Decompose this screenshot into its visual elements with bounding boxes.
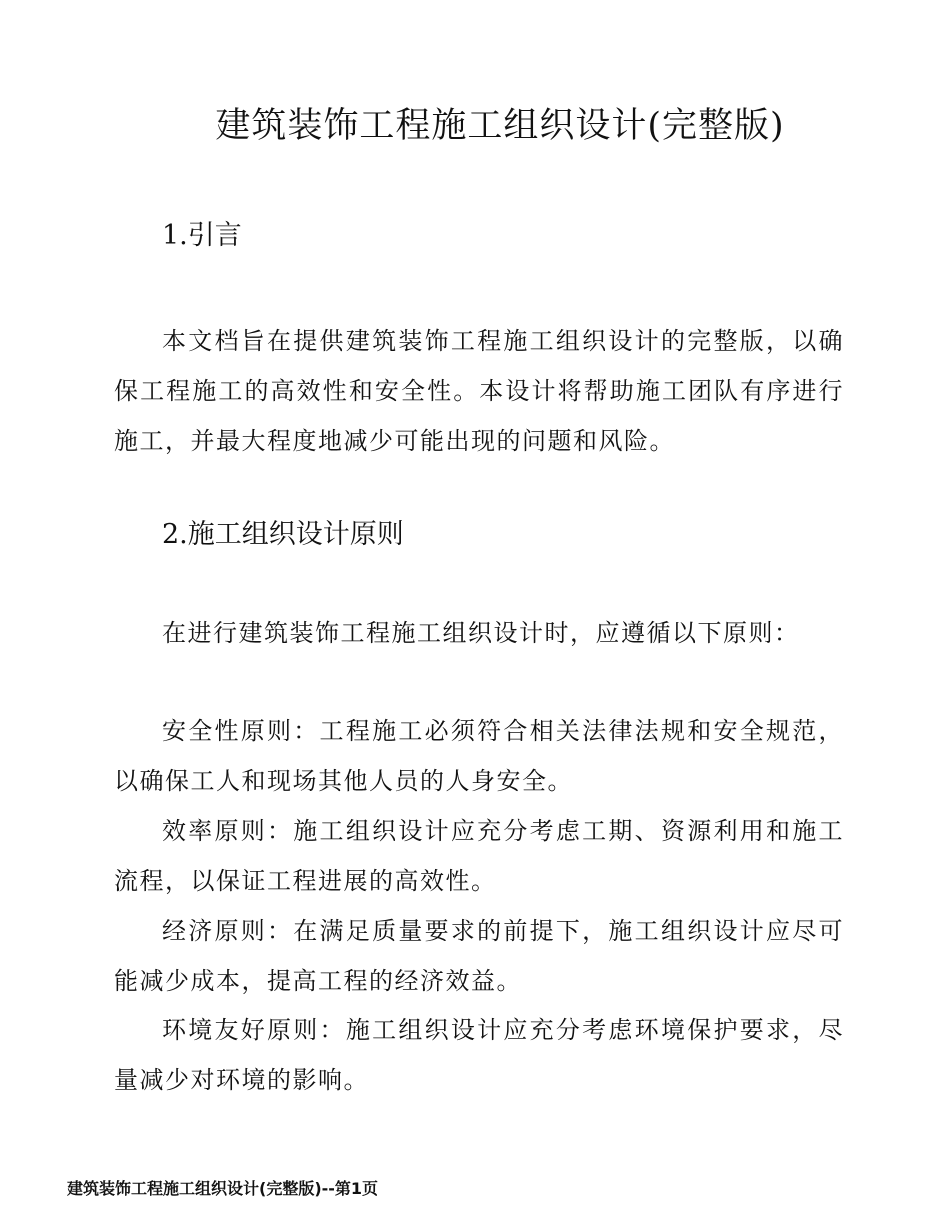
principles-intro-paragraph: 在进行建筑装饰工程施工组织设计时，应遵循以下原则： [162, 619, 800, 647]
principle-environment-paragraph: 环境友好原则：施工组织设计应充分考虑环境保护要求，尽量减少对环境的影响。 [114, 1016, 844, 1094]
section-heading-principles: 2.施工组织设计原则 [162, 519, 404, 550]
principle-safety-paragraph: 安全性原则：工程施工必须符合相关法律法规和安全规范，以确保工人和现场其他人员的人身安全。 [114, 717, 844, 795]
page-footer: 建筑装饰工程施工组织设计(完整版)--第1页 [67, 1179, 379, 1198]
document-title: 建筑装饰工程施工组织设计(完整版) [215, 106, 785, 146]
introduction-paragraph: 本文档旨在提供建筑装饰工程施工组织设计的完整版，以确保工程施工的高效性和安全性。本设计将帮助施工团队有序进行施工，并最大程度地减少可能出现的问题和风险。 [114, 327, 844, 455]
principle-efficiency-paragraph: 效率原则：施工组织设计应充分考虑工期、资源利用和施工流程，以保证工程进展的高效性。 [114, 817, 844, 895]
section-heading-introduction: 1.引言 [162, 220, 242, 251]
principle-economy-paragraph: 经济原则：在满足质量要求的前提下，施工组织设计应尽可能减少成本，提高工程的经济效益。 [114, 917, 844, 995]
